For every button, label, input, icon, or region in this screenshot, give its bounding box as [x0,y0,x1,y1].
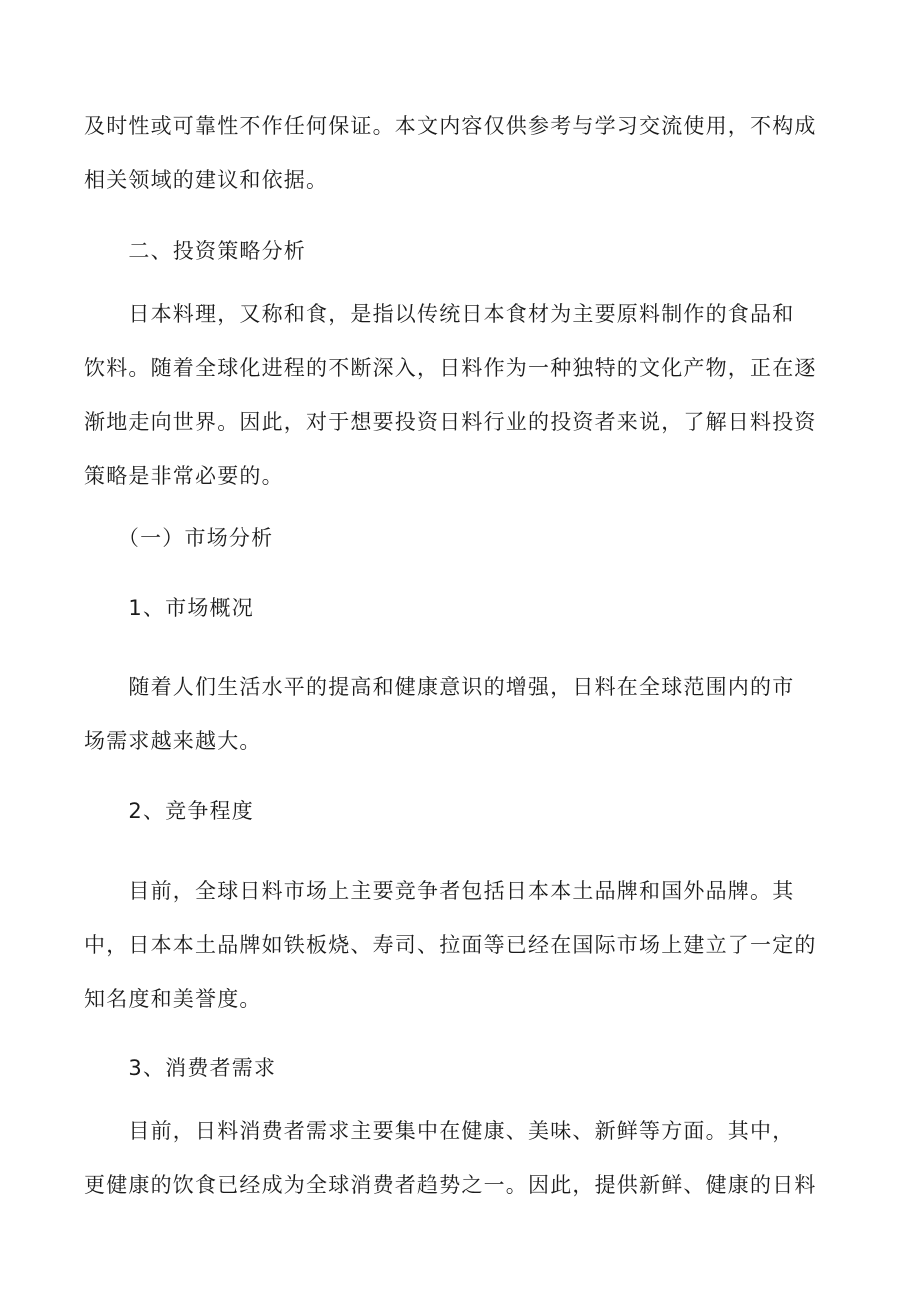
intro-paragraph [84,287,836,503]
disclaimer-paragraph [84,99,836,207]
text-line: 随着人们生活水平的提高和健康意识的增强，日料在全球范围内的市 [84,675,795,699]
text-line: 更健康的饮食已经成为全球消费者趋势之一。因此，提供新鲜、健康的日料 [84,1173,817,1197]
item-heading-market-overview [84,581,836,635]
text-line: 场需求越来越大。 [84,729,262,753]
heading-text: 1、市场概况 [84,596,254,620]
item-heading-competition [84,784,836,838]
text-line: 知名度和美誉度。 [84,987,262,1011]
text-line: 中，日本本土品牌如铁板烧、寿司、拉面等已经在国际市场上建立了一定的 [84,933,817,957]
heading-text: 二、投资策略分析 [84,239,306,263]
consumer-demand-paragraph [84,1104,836,1212]
text-line: 渐地走向世界。因此，对于想要投资日料行业的投资者来说，了解日料投资 [84,410,817,434]
subsection-heading-market-analysis [84,511,836,565]
competition-paragraph [84,864,836,1026]
text-line: 策略是非常必要的。 [84,464,284,488]
text-line: 饮料。随着全球化进程的不断深入，日料作为一种独特的文化产物，正在逐 [84,356,817,380]
market-overview-paragraph [84,660,836,768]
heading-text: （一）市场分析 [84,526,274,550]
text-line: 日本料理，又称和食，是指以传统日本食材为主要原料制作的食品和 [84,302,795,326]
text-line: 目前，日料消费者需求主要集中在健康、美味、新鲜等方面。其中， [84,1119,795,1143]
text-line: 相关领域的建议和依据。 [84,168,329,192]
heading-text: 3、消费者需求 [84,1056,277,1080]
text-line: 目前，全球日料市场上主要竞争者包括日本本土品牌和国外品牌。其 [84,879,795,903]
section-heading-investment-strategy [84,224,836,278]
text-line: 及时性或可靠性不作任何保证。本文内容仅供参考与学习交流使用，不构成 [84,114,817,138]
heading-text: 2、竞争程度 [84,799,254,823]
item-heading-consumer-demand [84,1041,836,1095]
